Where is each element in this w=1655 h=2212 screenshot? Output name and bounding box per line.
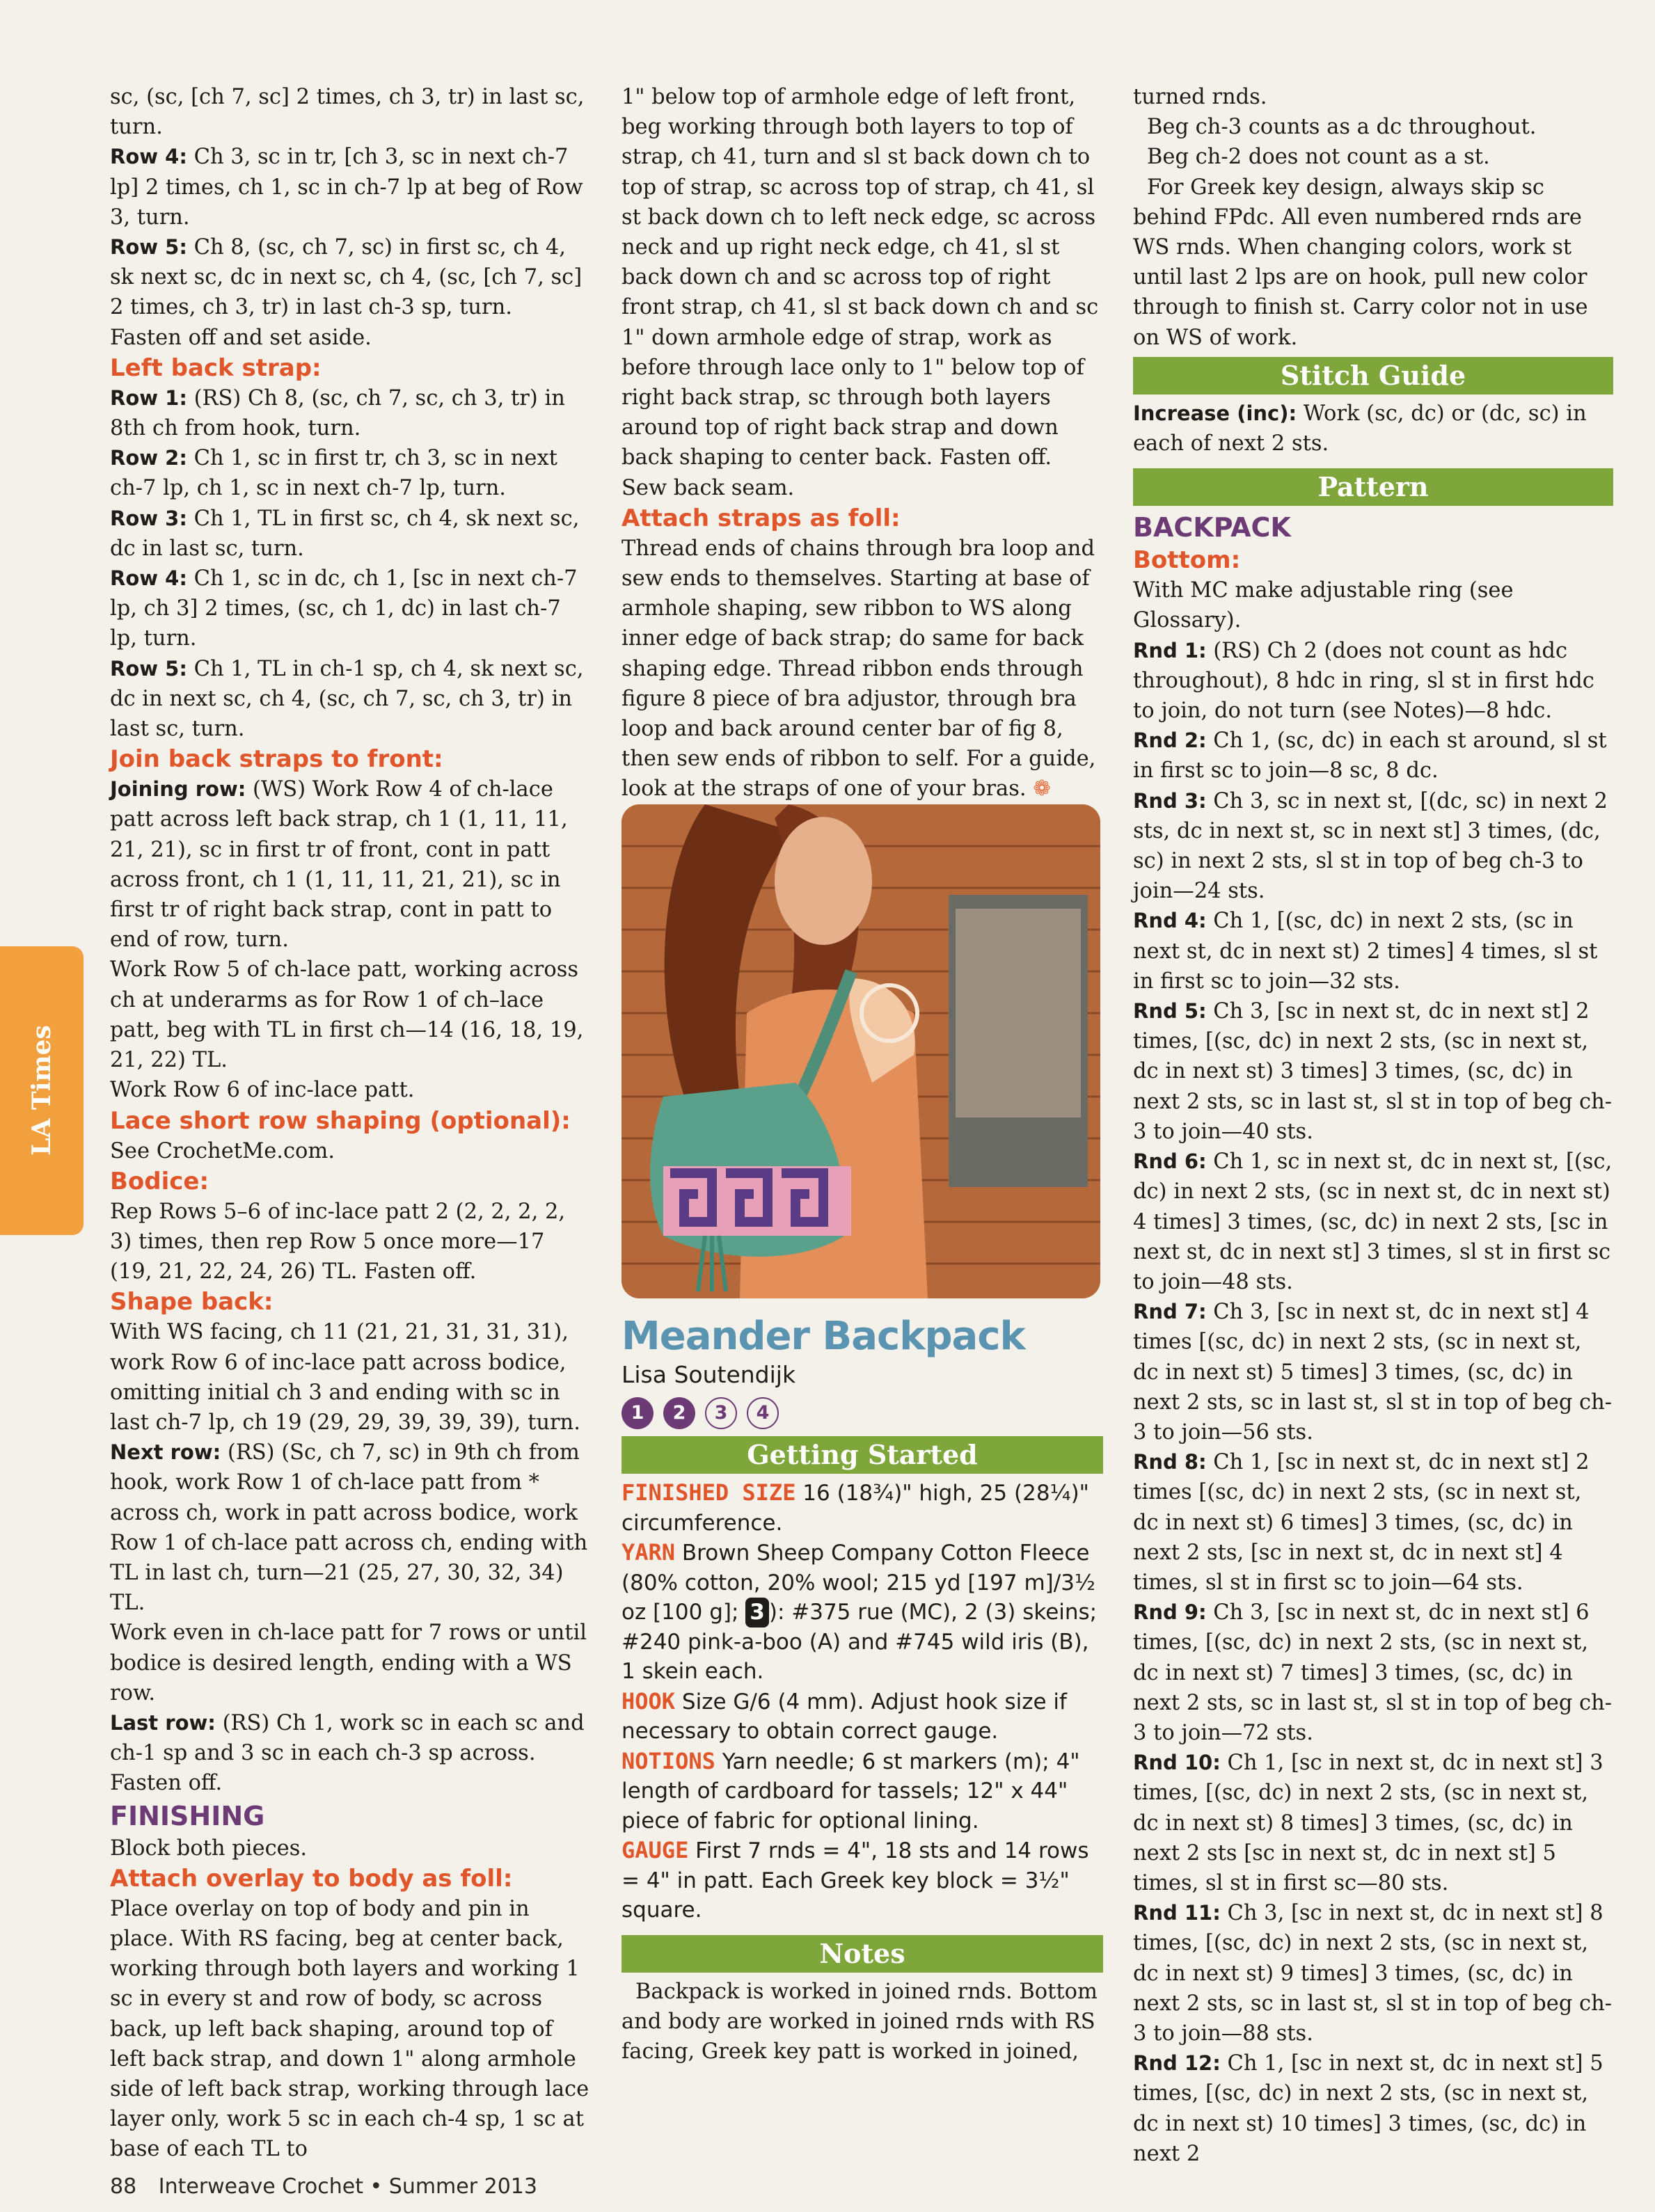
section-heading: Bodice: (110, 1167, 209, 1195)
paragraph: Beg ch-2 does not count as a st. (1147, 145, 1490, 170)
paragraph: Work even in ch-lace patt for 7 rows or until bodice is desired length, ending with a WS row. (110, 1621, 587, 1705)
round-text: Ch 1, [(sc, dc) in next 2 sts, (sc in next st, dc in next st) 2 times] 4 times, sl st in first sc to join—32 sts. (1133, 909, 1598, 994)
section-heading: Left back strap: (110, 353, 322, 382)
round-text: Ch 3, [sc in next st, dc in next st] 2 times, [(sc, dc) in next 2 sts, (sc in next st, dc in next st) 3 times] 3 times, (sc, dc) in next 2 sts, sc in last st, sl st in top of beg ch-3 to join—40 sts. (1133, 999, 1613, 1144)
section-heading: Lace short row shaping (optional): (110, 1106, 571, 1135)
round-label: Rnd 4: (1133, 909, 1207, 933)
round-label: Rnd 12: (1133, 2051, 1221, 2076)
section-heading: Bottom: (1133, 546, 1241, 575)
row-instruction: Joining row: (WS) Work Row 4 of ch-lace patt across left back strap, ch 1 (1, 11, 11, 21, 21), sc in first tr of front, cont in patt across front, ch 1 (1, 11, 11, 21, 21), sc in first tr of right back strap, cont in patt to end of row, turn. (110, 777, 568, 953)
publication-name: Interweave Crochet (158, 2174, 363, 2199)
round-instruction (1133, 786, 1613, 907)
paragraph: Work Row 6 of inc-lace patt. (110, 1078, 415, 1103)
section-heading: FINISHING (110, 1800, 265, 1831)
round-instruction (1133, 636, 1613, 726)
paragraph: Place overlay on top of body and pin in place. With RS facing, beg at center back, working through both layers and working 1 sc in every st and row of body, sc across back, up left back shaping, around top of left back strap, and down 1" along armhole side of left back strap, working through lace layer only, work 5 sc in each ch-4 sp, 1 sc at base of each TL to (110, 1896, 589, 2162)
stitch-guide-bar: Stitch Guide (1133, 357, 1613, 395)
round-text: Ch 3, [sc in next st, dc in next st] 4 times [(sc, dc) in next 2 sts, (sc in next st, dc in next st) 5 times] 3 times, (sc, dc) in next 2 sts, sc in last st, sl st in top of beg ch-3 to join—56 sts. (1133, 1300, 1613, 1445)
issue-name: Summer 2013 (388, 2174, 537, 2199)
increase-definition: Increase (inc): Work (sc, dc) or (dc, sc) in each of next 2 sts. (1133, 401, 1587, 456)
round-text: Ch 3, sc in next st, [(dc, sc) in next 2 sts, dc in next st, sc in next st] 3 times, (dc, sc) in next 2 sts, sl st in top of beg ch-3 to join—24 sts. (1133, 788, 1608, 904)
notes-paragraph: Backpack is worked in joined rnds. Bottom and body are worked in joined rnds with RS facing, Greek key patt is worked in joined, (621, 1979, 1098, 2064)
skill-level (621, 1397, 1103, 1429)
round-label: Rnd 3: (1133, 788, 1207, 813)
paragraph: Beg ch-3 counts as a dc throughout. (1147, 115, 1537, 140)
round-text: (RS) Ch 2 (does not count as hdc throughout), 8 hdc in ring, sl st in first hdc to join, do not turn (see Notes)—8 hdc. (1133, 638, 1594, 724)
paragraph: turned rnds. (1133, 85, 1267, 109)
paragraph: With MC make adjustable ring (see Glossary). (1133, 578, 1514, 633)
round-text: Ch 3, [sc in next st, dc in next st] 8 times, [(sc, dc) in next 2 sts, (sc in next st, dc in next st) 9 times] 3 times, (sc, dc) in next 2 sts, sc in last st, sl st in top of beg ch-3 to join—88 sts. (1133, 1901, 1613, 2046)
section-heading: Shape back: (110, 1288, 274, 1316)
end-mark-icon: ❁ (1033, 777, 1051, 802)
backpack-photo (621, 804, 1100, 1298)
row-instruction: Row 4: Ch 3, sc in tr, [ch 3, sc in next ch-7 lp] 2 times, ch 1, sc in ch-7 lp at beg of Row 3, turn. (110, 145, 583, 230)
round-label: Rnd 5: (1133, 999, 1207, 1024)
paragraph: For Greek key design, always skip sc behind FPdc. All even numbered rnds are WS rnds. When changing colors, work st until last 2 lps are on hook, pull new color through to finish st. Carry color not in use on WS of work. (1133, 175, 1588, 350)
section-tab-label: LA Times (27, 1025, 56, 1156)
round-text: Ch 1, [sc in next st, dc in next st] 5 times, [(sc, dc) in next 2 sts, (sc in next st, dc in next st) 10 times] 3 times, (sc, dc) in next 2 (1133, 2051, 1603, 2166)
getting-started-bar: Getting Started (621, 1436, 1103, 1474)
paragraph: sc, (sc, [ch 7, sc] 2 times, ch 3, tr) in last sc, turn. (110, 85, 585, 140)
notes-bar: Notes (621, 1935, 1103, 1973)
round-label: Rnd 11: (1133, 1901, 1221, 1925)
round-text: Ch 3, [sc in next st, dc in next st] 6 times, [(sc, dc) in next 2 sts, (sc in next st, dc in next st) 7 times] 3 times, (sc, dc) in next 2 sts, sc in last st, sl st in top of beg ch-3 to join—72 sts. (1133, 1600, 1613, 1745)
gauge-info: GAUGE First 7 rnds = 4", 18 sts and 14 rows = 4" in patt. Each Greek key block = 3½" square. (621, 1837, 1089, 1923)
round-instruction (1133, 1447, 1613, 1598)
round-label: Rnd 8: (1133, 1450, 1207, 1474)
section-heading: Join back straps to front: (110, 745, 443, 774)
skill-level-4: 4 (747, 1397, 779, 1429)
round-instruction (1133, 1297, 1613, 1447)
round-text: Ch 1, [sc in next st, dc in next st] 2 times [(sc, dc) in next 2 sts, (sc in next st, dc in next st) 6 times] 3 times, (sc, dc) in next 2 sts, [sc in next st, dc in next st] 4 times, sl st in first sc to join—64 sts. (1133, 1450, 1590, 1595)
paragraph: 1" below top of armhole edge of left front, beg working through both layers to top of strap, ch 41, turn and sl st back down ch to top of strap, sc across top of strap, ch 41, sl st back down ch to left neck edge, sc across neck and up right neck edge, ch 41, sl st back down ch and sc across top of right front strap, ch 41, sl st back down ch and sc 1" down armhole edge of strap, work as before through lace only to 1" below top of right back strap, sc through both layers around top of right back strap and down back shaping to center back. Fasten off. (621, 85, 1099, 470)
round-label: Rnd 2: (1133, 729, 1207, 753)
round-instruction (1133, 2048, 1613, 2169)
round-label: Rnd 7: (1133, 1300, 1207, 1324)
yarn-weight-icon: 3 (745, 1598, 769, 1628)
paragraph: Block both pieces. (110, 1836, 308, 1861)
row-instruction: Row 3: Ch 1, TL in first sc, ch 4, sk next sc, dc in last sc, turn. (110, 506, 580, 561)
row-instruction: Row 4: Ch 1, sc in dc, ch 1, [sc in next ch-7 lp, ch 3] 2 times, (sc, ch 1, dc) in last ch-7 lp, turn. (110, 566, 578, 651)
pattern-title: Meander Backpack (621, 1314, 1025, 1359)
row-instruction: Row 5: Ch 1, TL in ch-1 sp, ch 4, sk next sc, dc in next sc, ch 4, (sc, ch 7, sc, ch 3, tr) in last sc, turn. (110, 656, 584, 742)
round-instruction (1133, 1598, 1613, 1748)
round-list (1133, 636, 1613, 2169)
round-label: Rnd 1: (1133, 638, 1207, 662)
column-2 (621, 82, 1103, 804)
column-3 (1133, 82, 1613, 2169)
row-instruction: Next row: (RS) (Sc, ch 7, sc) in 9th ch from hook, work Row 1 of ch-lace patt from * across ch, work in patt across bodice, work Row 1 of ch-lace patt across ch, ending with TL in last ch, turn—21 (25, 27, 30, 32, 34) TL. (110, 1440, 588, 1616)
finished-size: FINISHED SIZE 16 (18¾)" high, 25 (28¼)" circumference. (621, 1479, 1089, 1536)
backpack-photo-illustration (621, 804, 1100, 1298)
round-text: Ch 1, (sc, dc) in each st around, sl st in first sc to join—8 sc, 8 dc. (1133, 729, 1607, 783)
page-footer (110, 2174, 537, 2199)
paragraph: Work Row 5 of ch-lace patt, working across ch at underarms as for Row 1 of ch–lace patt, beg with TL in first ch—14 (16, 18, 19, 21, 22) TL. (110, 957, 584, 1073)
row-instruction: Row 2: Ch 1, sc in first tr, ch 3, sc in next ch-7 lp, ch 1, sc in next ch-7 lp, turn. (110, 446, 557, 501)
designer-name: Lisa Soutendijk (621, 1361, 796, 1388)
round-label: Rnd 9: (1133, 1600, 1207, 1625)
round-instruction (1133, 1898, 1613, 2048)
footer-bullet: • (370, 2174, 383, 2199)
round-instruction (1133, 1147, 1613, 1297)
round-instruction (1133, 906, 1613, 996)
round-instruction (1133, 1748, 1613, 1898)
skill-level-2: 2 (663, 1397, 695, 1429)
round-instruction (1133, 726, 1613, 786)
round-label: Rnd 10: (1133, 1751, 1221, 1775)
section-heading: BACKPACK (1133, 512, 1291, 543)
round-text: Ch 1, sc in next st, dc in next st, [(sc, dc) in next 2 sts, (sc in next st, dc in next st) 4 times] 3 times, (sc, dc) in next 2 sts, [sc in next st, dc in next st] 3 times, sl st in first sc to join—48 sts. (1133, 1149, 1613, 1294)
row-instruction: Row 5: Ch 8, (sc, ch 7, sc) in first sc, ch 4, sk next sc, dc in next sc, ch 4, (sc, [ch 7, sc] 2 times, ch 3, tr) in last ch-3 sp, turn. Fasten off and set aside. (110, 235, 583, 350)
round-instruction (1133, 996, 1613, 1147)
round-text: Ch 1, [sc in next st, dc in next st] 3 times, [(sc, dc) in next 2 sts, (sc in next st, dc in next st) 8 times] 3 times, (sc, dc) in next 2 sts [sc in next st, dc in next st] 5 times, sl st in first sc—80 sts. (1133, 1751, 1603, 1895)
column-1 (110, 82, 590, 2165)
row-instruction: Last row: (RS) Ch 1, work sc in each sc and ch-1 sp and 3 sc in each ch-3 sp across. Fasten off. (110, 1710, 585, 1796)
paragraph: See CrochetMe.com. (110, 1138, 335, 1163)
pattern-bar: Pattern (1133, 468, 1613, 506)
paragraph: With WS facing, ch 11 (21, 21, 31, 31, 31), work Row 6 of inc-lace patt across bodice, omitting initial ch 3 and ending with sc in last ch-7 lp, ch 19 (29, 29, 39, 39, 39), turn. (110, 1320, 580, 1435)
paragraph: Sew back seam. (621, 475, 795, 500)
hook-info: HOOK Size G/6 (4 mm). Adjust hook size if necessary to obtain correct gauge. (621, 1687, 1067, 1744)
notions-info: NOTIONS Yarn needle; 6 st markers (m); 4" length of cardboard for tassels; 12" x 44" piece of fabric for optional lining. (621, 1747, 1080, 1833)
round-label: Rnd 6: (1133, 1149, 1207, 1174)
section-heading: Attach straps as foll: (621, 504, 901, 532)
section-heading: Attach overlay to body as foll: (110, 1864, 513, 1893)
row-instruction: Row 1: (RS) Ch 8, (sc, ch 7, sc, ch 3, tr) in 8th ch from hook, turn. (110, 385, 565, 441)
paragraph: Rep Rows 5–6 of inc-lace patt 2 (2, 2, 2, 2, 3) times, then rep Row 5 once more—17 (19, 21, 22, 24, 26) TL. Fasten off. (110, 1199, 566, 1284)
page-number: 88 (110, 2174, 137, 2199)
skill-level-1: 1 (621, 1397, 654, 1429)
section-tab (0, 946, 84, 1235)
paragraph: Thread ends of chains through bra loop and sew ends to themselves. Starting at base of armhole shaping, sew ribbon to WS along inner edge of back strap; do same for back shaping edge. Thread ribbon ends through figure 8 piece of bra adjustor, through bra loop and back around center bar of fig 8, then sew ends of ribbon to self. For a guide, look at the straps of one of your bras. ❁ (621, 536, 1096, 802)
yarn-info: YARN Brown Sheep Company Cotton Fleece (80% cotton, 20% wool; 215 yd [197 m]/3½ oz [100 g]; 3 ): #375 rue (MC), 2 (3) skeins; #240 pink-a-boo (A) and #745 wild iris (B), 1 skein each. (621, 1539, 1098, 1684)
pattern-info (621, 1314, 1103, 2067)
skill-level-3: 3 (705, 1397, 737, 1429)
